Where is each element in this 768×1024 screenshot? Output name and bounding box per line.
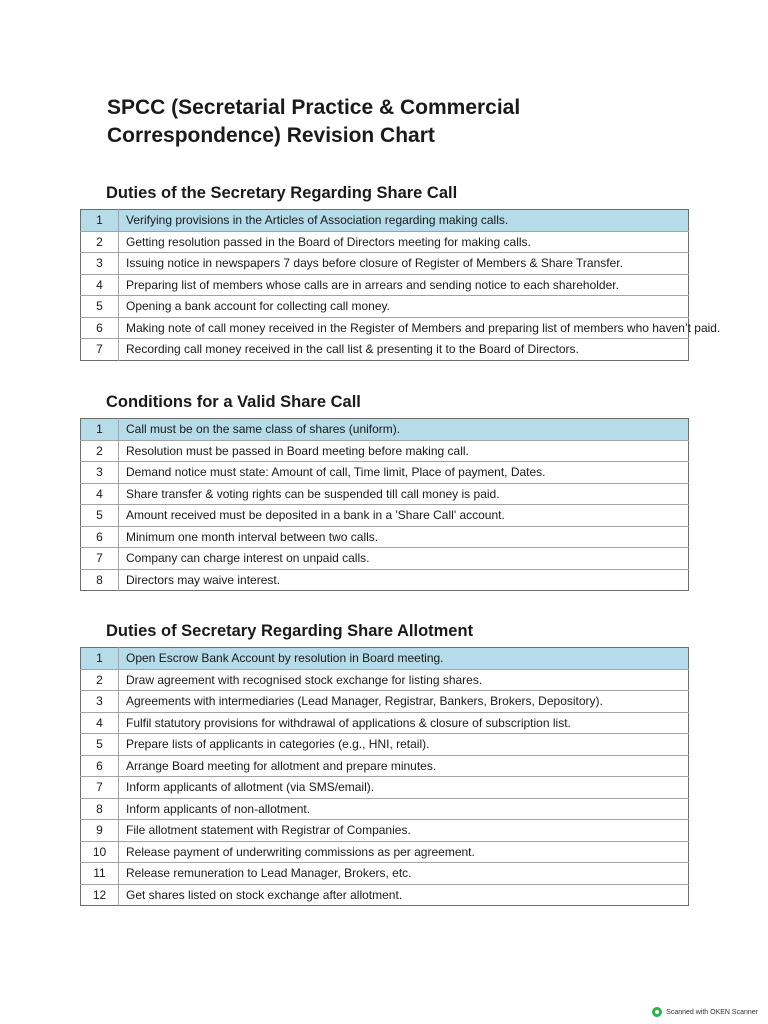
row-number: 11 [81, 863, 119, 885]
section-valid-share-call-conditions [80, 390, 689, 591]
table-row [81, 820, 689, 842]
table-row [81, 274, 689, 296]
table-row [81, 317, 689, 339]
table-row [81, 483, 689, 505]
table-row [81, 777, 689, 799]
scanner-watermark [652, 1007, 758, 1017]
row-number: 3 [81, 691, 119, 713]
row-number: 3 [81, 253, 119, 275]
table-row [81, 210, 689, 232]
row-text: Get shares listed on stock exchange after allotment. [119, 884, 689, 906]
table-row [81, 841, 689, 863]
row-number: 5 [81, 296, 119, 318]
table-row [81, 734, 689, 756]
row-text: Inform applicants of allotment (via SMS/email). [119, 777, 689, 799]
row-number: 6 [81, 755, 119, 777]
row-number: 9 [81, 820, 119, 842]
table-row [81, 712, 689, 734]
row-number: 5 [81, 734, 119, 756]
row-text: Release remuneration to Lead Manager, Brokers, etc. [119, 863, 689, 885]
table-row [81, 440, 689, 462]
table-row [81, 231, 689, 253]
table-row [81, 798, 689, 820]
row-number: 8 [81, 798, 119, 820]
row-text: Inform applicants of non-allotment. [119, 798, 689, 820]
row-number: 7 [81, 339, 119, 361]
row-text: Call must be on the same class of shares (uniform). [119, 419, 689, 441]
row-text: Making note of call money received in the Register of Members and preparing list of members who haven’t paid. [119, 317, 689, 339]
row-number: 7 [81, 777, 119, 799]
table-row [81, 419, 689, 441]
row-text: Demand notice must state: Amount of call, Time limit, Place of payment, Dates. [119, 462, 689, 484]
row-number: 2 [81, 669, 119, 691]
row-text: File allotment statement with Registrar of Companies. [119, 820, 689, 842]
section-heading: Duties of Secretary Regarding Share Allotment [106, 622, 474, 640]
table-row [81, 339, 689, 361]
table-row [81, 296, 689, 318]
scanner-text: Scanned with OKEN Scanner [666, 1008, 758, 1016]
oken-scanner-logo-icon [652, 1007, 662, 1017]
row-text: Agreements with intermediaries (Lead Manager, Registrar, Bankers, Brokers, Depository). [119, 691, 689, 713]
table-row [81, 462, 689, 484]
section-heading: Duties of the Secretary Regarding Share Call [106, 184, 458, 202]
row-number: 10 [81, 841, 119, 863]
title-line-1: SPCC (Secretarial Practice & Commercial [107, 96, 521, 119]
row-number: 6 [81, 317, 119, 339]
row-text: Preparing list of members whose calls are in arrears and sending notice to each shareholder. [119, 274, 689, 296]
row-text: Directors may waive interest. [119, 569, 689, 591]
table-row [81, 669, 689, 691]
table-row [81, 548, 689, 570]
table-row [81, 253, 689, 275]
row-text: Getting resolution passed in the Board of Directors meeting for making calls. [119, 231, 689, 253]
row-text: Prepare lists of applicants in categories (e.g., HNI, retail). [119, 734, 689, 756]
table-row [81, 884, 689, 906]
row-number: 2 [81, 231, 119, 253]
row-text: Release payment of underwriting commissions as per agreement. [119, 841, 689, 863]
title-line-2: Correspondence) Revision Chart [107, 124, 435, 147]
row-number: 3 [81, 462, 119, 484]
row-number: 2 [81, 440, 119, 462]
table-row [81, 863, 689, 885]
row-text: Open Escrow Bank Account by resolution in Board meeting. [119, 648, 689, 670]
section-share-call-duties [80, 181, 721, 361]
table-row [81, 648, 689, 670]
row-text: Resolution must be passed in Board meeting before making call. [119, 440, 689, 462]
row-number: 1 [81, 210, 119, 232]
row-text: Verifying provisions in the Articles of Association regarding making calls. [119, 210, 689, 232]
row-text: Recording call money received in the call list & presenting it to the Board of Directors. [119, 339, 689, 361]
table-row [81, 755, 689, 777]
row-number: 12 [81, 884, 119, 906]
row-text: Opening a bank account for collecting call money. [119, 296, 689, 318]
section-heading: Conditions for a Valid Share Call [106, 393, 361, 411]
row-number: 4 [81, 483, 119, 505]
row-number: 4 [81, 274, 119, 296]
revision-table [80, 647, 689, 906]
row-text: Amount received must be deposited in a bank in a 'Share Call' account. [119, 505, 689, 527]
table-row [81, 526, 689, 548]
row-text: Minimum one month interval between two calls. [119, 526, 689, 548]
row-number: 7 [81, 548, 119, 570]
revision-table [80, 418, 689, 591]
row-text: Company can charge interest on unpaid calls. [119, 548, 689, 570]
row-number: 6 [81, 526, 119, 548]
revision-table [80, 209, 721, 361]
row-text: Fulfil statutory provisions for withdrawal of applications & closure of subscription list. [119, 712, 689, 734]
row-text: Share transfer & voting rights can be suspended till call money is paid. [119, 483, 689, 505]
row-text: Issuing notice in newspapers 7 days before closure of Register of Members & Share Transfer. [119, 253, 689, 275]
table-row [81, 691, 689, 713]
row-number: 1 [81, 419, 119, 441]
page-title [107, 94, 707, 150]
row-number: 4 [81, 712, 119, 734]
table-row [81, 505, 689, 527]
row-number: 8 [81, 569, 119, 591]
section-share-allotment-duties [80, 619, 689, 906]
row-number: 5 [81, 505, 119, 527]
row-number: 1 [81, 648, 119, 670]
table-row [81, 569, 689, 591]
row-text: Arrange Board meeting for allotment and prepare minutes. [119, 755, 689, 777]
row-text: Draw agreement with recognised stock exchange for listing shares. [119, 669, 689, 691]
